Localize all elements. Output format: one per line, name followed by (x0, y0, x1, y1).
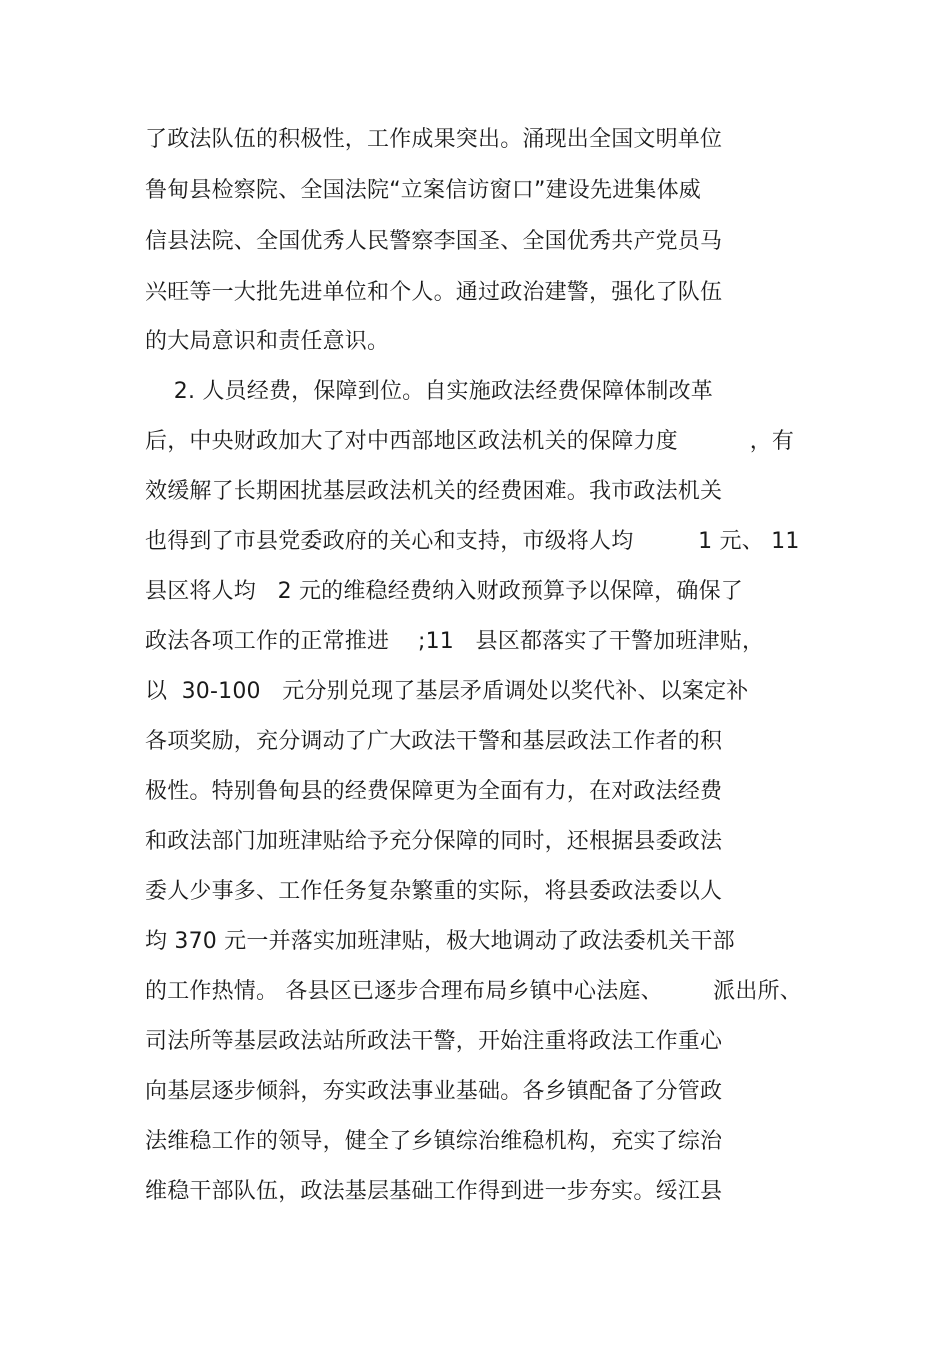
text-line: 鲁甸县检察院、全国法院“立案信访窗口”建设先进集体威 (145, 178, 701, 203)
text-line: 向基层逐步倾斜，夯实政法事业基础。各乡镇配备了分管政 (145, 1079, 723, 1104)
text-line: 的工作热情。 各县区已逐步合理布局乡镇中心法庭、 派出所、 (145, 979, 802, 1004)
text-line: 和政法部门加班津贴给予充分保障的同时，还根据县委政法 (145, 829, 723, 854)
text-line: 法维稳工作的领导，健全了乡镇综治维稳机构，充实了综治 (145, 1129, 723, 1154)
text-line: 政法各项工作的正常推进 ;11 县区都落实了干警加班津贴， (145, 629, 765, 654)
text-line: 兴旺等一大批先进单位和个人。通过政治建警，强化了队伍 (145, 280, 723, 305)
text-line: 极性。特别鲁甸县的经费保障更为全面有力，在对政法经费 (145, 779, 723, 804)
text-line: 信县法院、全国优秀人民警察李国圣、全国优秀共产党员马 (145, 229, 723, 254)
text-line: 的大局意识和责任意识。 (145, 329, 390, 354)
text-line: 以 30-100 元分别兑现了基层矛盾调处以奖代补、以案定补 (145, 679, 749, 704)
text-line: 2. 人员经费，保障到位。自实施政法经费保障体制改革 (145, 379, 713, 404)
text-line: 司法所等基层政法站所政法干警，开始注重将政法工作重心 (145, 1029, 723, 1054)
text-line: 了政法队伍的积极性，工作成果突出。涌现出全国文明单位 (145, 127, 723, 152)
text-line: 效缓解了长期困扰基层政法机关的经费困难。我市政法机关 (145, 479, 723, 504)
text-line: 各项奖励，充分调动了广大政法干警和基层政法工作者的积 (145, 729, 723, 754)
text-line: 县区将人均 2 元的维稳经费纳入财政预算予以保障，确保了 (145, 579, 743, 604)
text-line: 也得到了市县党委政府的关心和支持，市级将人均 1 元、 11 (145, 529, 800, 554)
text-line: 委人少事多、工作任务复杂繁重的实际，将县委政法委以人 (145, 879, 723, 904)
text-line: 均 370 元一并落实加班津贴，极大地调动了政法委机关干部 (145, 929, 735, 954)
text-line: 维稳干部队伍，政法基层基础工作得到进一步夯实。绥江县 (145, 1179, 723, 1204)
text-line: 后，中央财政加大了对中西部地区政法机关的保障力度 ，有 (145, 429, 795, 454)
